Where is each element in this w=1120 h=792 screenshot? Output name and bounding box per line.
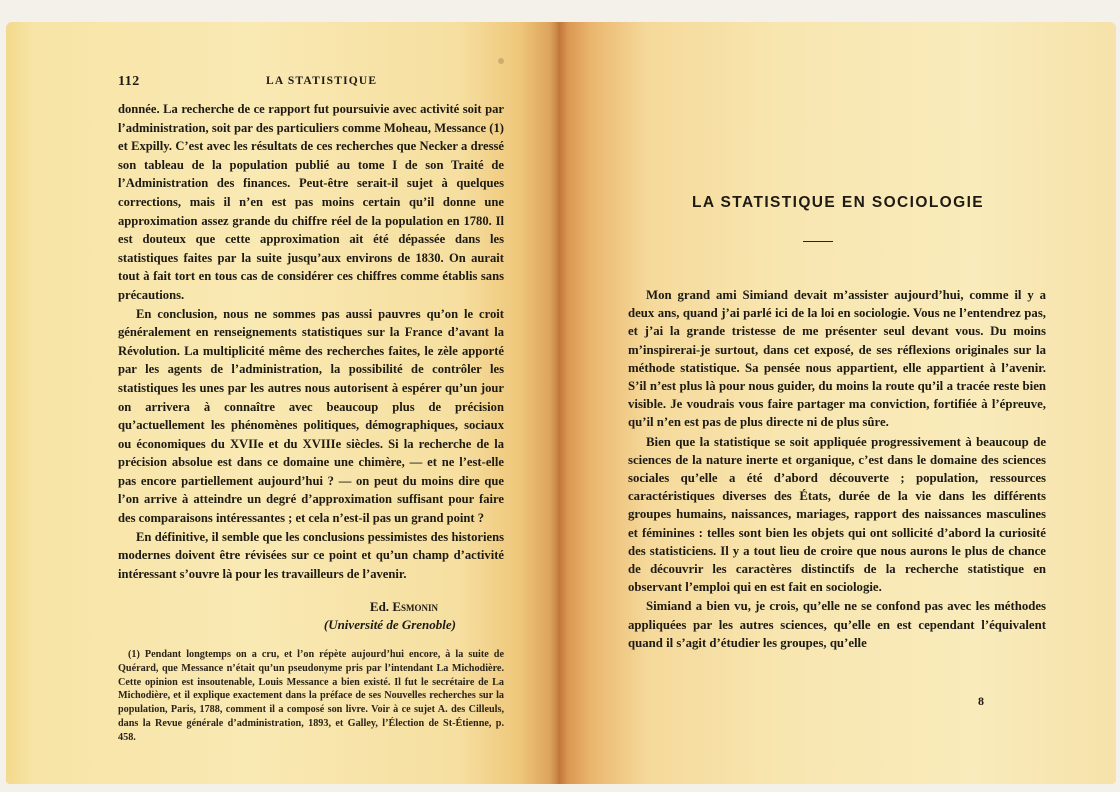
author-name-line	[118, 598, 504, 616]
running-head	[118, 74, 510, 90]
right-body-text	[628, 286, 1046, 652]
right-page	[558, 22, 1116, 784]
page-stain	[498, 58, 504, 64]
author-signature	[118, 598, 504, 634]
running-title: LA STATISTIQUE	[266, 75, 378, 87]
author-name: Esmonin	[392, 599, 438, 614]
right-paragraph-2: Bien que la statistique se soit appliquée progressivement à beaucoup de sciences de la nature inerte et organique, c’est dans le domaine des sciences sociales qu’elle a été d’abord découverte ; population, ressources caractéristiques diverses des États, durée de la vie dans les différents groupes humains, naissances, mariages, rapport des naissances masculines et féminines : telles sont bien les objets qui ont sollicité d’abord la curiosité des statisticiens. Il y a tout lieu de croire que nous aurons le plus de chance de découvrir les caractères distinctifs de la recherche statistique en observant l’emploi qui en est fait en sociologie.	[628, 434, 1046, 595]
left-page-number: 112	[118, 74, 140, 89]
left-paragraph-2: En conclusion, nous ne sommes pas aussi pauvres qu’on le croit généralement en renseignements statistiques sur la France d’avant la Révolution. La multiplicité même des recherches faites, le zèle apporté par les agents de l’administration, la possibilité de contrôler les statistiques les unes par les autres nous autorisent à espérer qu’un jour on arrivera à connaître avec beaucoup plus de précision qu’actuellement les phénomènes politiques, démographiques, sociaux ou économiques du XVIIe et du XVIIIe siècles. Si la recherche de la précision absolue est dans ce domaine une chimère, — et ne l’est-elle pas encore partiellement aujourd’hui ? — on peut du moins dire que l’on arrive à atteindre un degré d’approximation suffisant pour faire des comparaisons intéressantes ; et cela n’est-il pas un grand point ?	[118, 306, 504, 526]
author-initial: Ed.	[369, 599, 390, 614]
footnote	[118, 648, 504, 745]
title-divider	[803, 241, 833, 242]
author-affiliation: (Université de Grenoble)	[323, 617, 456, 632]
chapter-title: LA STATISTIQUE EN SOCIOLOGIE	[691, 194, 985, 211]
book-gutter	[550, 22, 568, 784]
footnote-text: (1) Pendant longtemps on a cru, et l’on répète aujourd’hui encore, à la suite de Quérard, que Messance n’était qu’un pseudonyme pris par l’intendant La Michodière. Cette opinion est insoutenable, Louis Messance a bien existé. Il fut le secrétaire de La Michodière, et il explique exactement dans la préface de ses Nouvelles recherches sur la population, Paris, 1788, comment il a composé son livre. Voir à ce sujet A. des Cilleuls, dans la Revue générale d’administration, 1893, et Galley, l’Élection de St-Étienne, p. 458.	[118, 649, 504, 743]
left-paragraph-3: En définitive, il semble que les conclusions pessimistes des historiens modernes doivent être révisées sur ce point et qu’un champ d’activité intéressant s’ouvre là pour les travailleurs de l’avenir.	[118, 529, 504, 581]
left-body-text	[118, 100, 504, 583]
right-paragraph-3: Simiand a bien vu, je crois, qu’elle ne se confond pas avec les méthodes appliquées par les autres sciences, qu’elle en est cependant l’équivalent quand il s’agit d’étudier les groupes, qu’elle	[628, 599, 1046, 650]
left-page	[6, 22, 558, 784]
left-paragraph-1: donnée. La recherche de ce rapport fut poursuivie avec activité soit par l’administration, soit par des particuliers comme Moheau, Messance (1) et Expilly. C’est avec les résultats de ces recherches que Necker a dressé son tableau de la population publié au tome I de son Traité de l’Administration des finances. Peut-être serait-il sujet à quelques corrections, mais il n’en est pas moins certain qu’il donne une approximation assez grande du chiffre réel de la population en 1780. Il est douteux que cette approximation ait été dépassée dans les statistiques faites par la suite jusqu’aux environs de 1830. On aurait tout à fait tort en tous cas de considérer ces chiffres comme établis sans précautions.	[118, 102, 504, 302]
right-page-number: 8	[978, 694, 984, 708]
right-paragraph-1: Mon grand ami Simiand devait m’assister aujourd’hui, comme il y a deux ans, quand j’ai parlé ici de la loi en sociologie. Vous ne l’entendrez pas, et j’ai la grande tristesse de me présenter seul devant vous. Du moins m’inspirerai-je surtout, dans cet exposé, de ses réflexions originales sur la méthode statistique. Sa pensée nous appartient, elle appartient à l’avenir. S’il n’est plus là pour nous guider, du moins la route qu’il a tracée reste bien visible. Je voudrais vous faire partager ma conviction, fortifiée à l’épreuve, qu’il n’en est pas de plus directe ni de plus sûre.	[628, 288, 1046, 430]
